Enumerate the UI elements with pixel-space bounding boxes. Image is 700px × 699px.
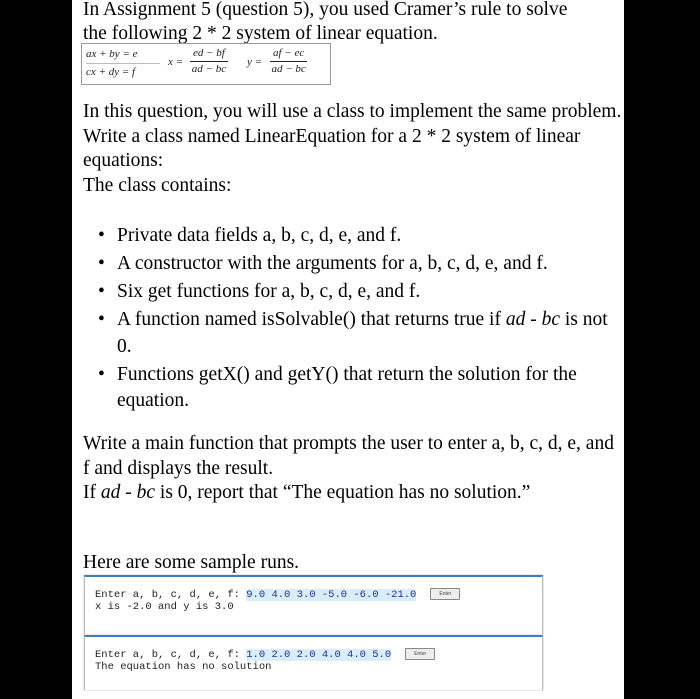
- tail-paragraph-2: [83, 481, 623, 506]
- bullet-text-ad: ad: [505, 309, 526, 330]
- run-1-input-line: [85, 588, 542, 601]
- tail-text-bc: bc: [136, 482, 156, 503]
- tail-text-dash: -: [120, 482, 137, 503]
- document-page: [72, 0, 624, 699]
- y-denominator: ad − bc: [271, 63, 306, 75]
- x-denominator: ad − bc: [191, 63, 227, 75]
- list-item: [98, 362, 623, 415]
- bullet-icon: •: [98, 225, 105, 246]
- intro-line-1: In Assignment 5 (question 5), you used Cramer’s rule to solve: [83, 0, 568, 20]
- run-1-output: x is -2.0 and y is 3.0: [95, 601, 234, 614]
- sample-run-2: [84, 635, 543, 690]
- x-numerator: ed − bf: [190, 46, 228, 62]
- body-paragraph-2: Write a class named LinearEquation for a 2 * 2 system of linear equations:: [83, 125, 581, 171]
- equation-system: [86, 46, 160, 81]
- intro-line-2: the following 2 * 2 system of linear equation.: [83, 23, 438, 44]
- run-2-input-line: [85, 648, 542, 661]
- bullet-text-bc: bc: [541, 309, 560, 330]
- equation-box: [81, 43, 331, 85]
- sample-run-1: [84, 575, 543, 634]
- tail-text-ad: ad: [100, 482, 121, 503]
- tail-paragraph-1: Write a main function that prompts the user to enter a, b, c, d, e, and f and displays the result.: [83, 433, 614, 479]
- y-numerator: af − ec: [270, 46, 307, 62]
- enter-key-icon: Enter: [405, 648, 435, 660]
- tail-text-post: is 0, report that “The equation has no solution.”: [155, 482, 531, 503]
- class-requirements-list: [98, 223, 623, 416]
- bullet-icon: •: [98, 309, 105, 330]
- enter-key-icon: Enter: [430, 588, 460, 600]
- list-item: [98, 307, 623, 360]
- bullet-text: Six get functions for a, b, c, d, e, and f.: [117, 281, 421, 302]
- problem-description: [83, 100, 623, 198]
- list-item: [98, 279, 623, 306]
- bullet-text: A constructor with the arguments for a, b, c, d, e, and f.: [117, 253, 548, 274]
- run-1-input: 9.0 4.0 3.0 -5.0 -6.0 -21.0: [246, 588, 417, 601]
- sample-runs-heading: Here are some sample runs.: [83, 552, 300, 573]
- run-2-output: The equation has no solution: [95, 661, 272, 674]
- body-paragraph-1: In this question, you will use a class to implement the same problem.: [83, 101, 622, 122]
- x-fraction: [190, 46, 228, 77]
- bullet-icon: •: [98, 281, 105, 302]
- run-2-prompt: Enter a, b, c, d, e, f:: [95, 648, 247, 661]
- intro-paragraph: [83, 0, 623, 46]
- list-item: [98, 223, 623, 250]
- bullet-text-pre: A function named isSolvable() that returns true if: [117, 309, 506, 330]
- y-label: y =: [247, 56, 263, 68]
- bullet-icon: •: [98, 363, 105, 385]
- bullet-text: Private data fields a, b, c, d, e, and f.: [117, 225, 402, 246]
- body-paragraph-3: The class contains:: [83, 174, 232, 196]
- bullet-text-post: is not 0.: [117, 309, 608, 357]
- main-function-description: [83, 432, 623, 506]
- x-label: x =: [168, 56, 184, 68]
- tail-text-pre: If: [83, 482, 101, 503]
- equation-1: ax + by = e: [86, 46, 160, 64]
- y-fraction: [270, 46, 307, 77]
- run-1-prompt: Enter a, b, c, d, e, f:: [95, 588, 247, 601]
- bullet-text: Functions getX() and getY() that return the solution for the equation.: [117, 363, 577, 411]
- bullet-icon: •: [98, 253, 105, 274]
- run-2-input: 1.0 2.0 2.0 4.0 4.0 5.0: [246, 648, 392, 661]
- equation-2: cx + dy = f: [86, 66, 136, 78]
- list-item: [98, 251, 623, 278]
- bullet-text-dash: -: [525, 309, 542, 330]
